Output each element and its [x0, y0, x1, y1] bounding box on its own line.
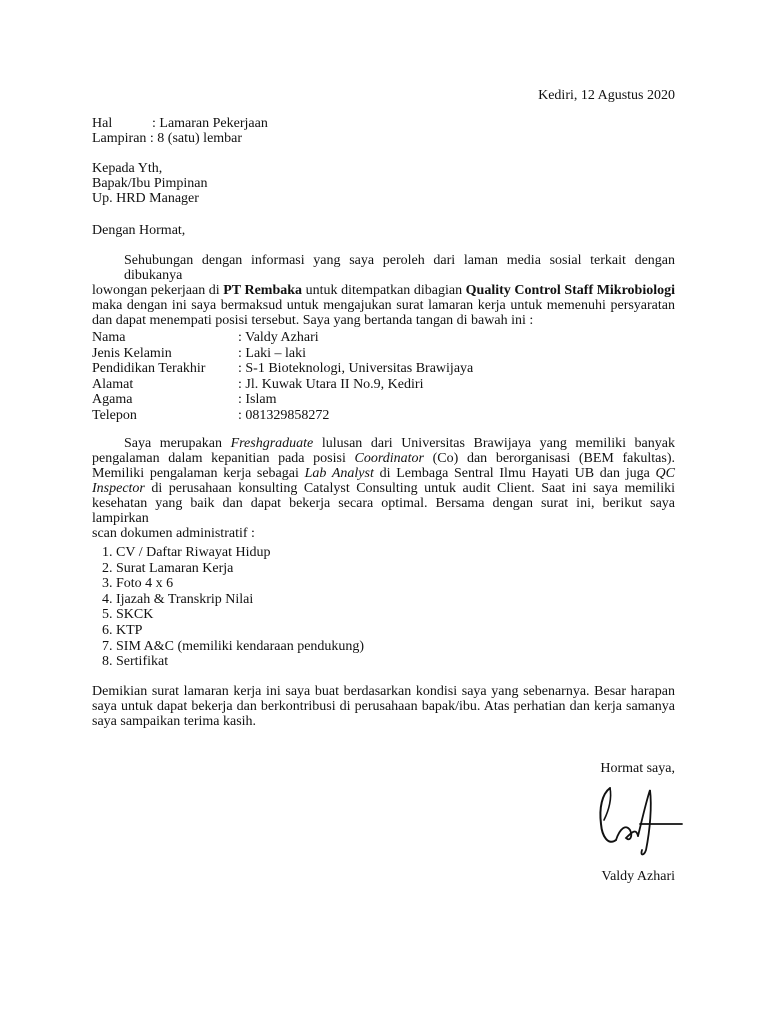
paragraph-line: Demikian surat lamaran kerja ini saya buat berdasarkan kondisi saya yang sebenarnya. Besar harapan — [92, 684, 675, 699]
list-item: 7. SIM A&C (memiliki kendaraan pendukung) — [102, 638, 365, 654]
paragraph-line: dan dapat menempati posisi tersebut. Saya yang bertanda tangan di bawah ini : — [92, 313, 534, 328]
intro-paragraph — [92, 253, 675, 328]
text-run: untuk ditempatkan dibagian — [302, 283, 466, 298]
letter-date: Kediri, 12 Agustus 2020 — [538, 88, 675, 103]
identity-key: Nama — [92, 330, 126, 345]
identity-row — [92, 361, 473, 377]
closing-salutation: Hormat saya, — [600, 761, 675, 776]
italic-term: QC — [655, 466, 675, 481]
paragraph-line: kesehatan yang baik dan dapat bekerja secara optimal. Bersama dengan surat ini, berikut saya lampirkan — [92, 496, 675, 526]
paragraph-line — [92, 466, 675, 481]
position-name: Quality Control Staff Mikrobiologi — [465, 283, 675, 298]
recipient-line: Kepada Yth, — [92, 161, 163, 176]
identity-value: : Laki – laki — [238, 345, 307, 361]
identity-table — [92, 330, 473, 423]
subject-label: Hal — [92, 116, 113, 131]
identity-key: Agama — [92, 392, 133, 407]
paragraph-line — [92, 451, 675, 466]
identity-row — [92, 377, 473, 393]
handwritten-signature — [590, 780, 690, 860]
recipient-line: Bapak/Ibu Pimpinan — [92, 176, 208, 191]
text-run: Memiliki pengalaman kerja sebagai — [92, 466, 305, 481]
paragraph-line: scan dokumen administratif : — [92, 526, 255, 541]
identity-row — [92, 392, 473, 408]
recipient-block — [92, 161, 208, 206]
text-run: lowongan pekerjaan di — [92, 283, 224, 298]
identity-value: : Jl. Kuwak Utara II No.9, Kediri — [238, 376, 424, 392]
text-run: Saya merupakan — [124, 436, 231, 451]
text-run: di perusahaan konsulting Catalyst Consulting untuk audit Client. Saat ini saya memiliki — [144, 481, 675, 496]
identity-row — [92, 346, 473, 362]
identity-value: : Valdy Azhari — [238, 330, 319, 345]
list-item: 2. Surat Lamaran Kerja — [102, 560, 234, 576]
italic-term: Freshgraduate — [230, 436, 314, 451]
paragraph-line: saya sampaikan terima kasih. — [92, 714, 257, 729]
attachment-count-line: Lampiran : 8 (satu) lembar — [92, 131, 243, 146]
italic-term: Inspector — [92, 481, 145, 496]
text-run: lulusan dari Universitas Brawijaya yang memiliki banyak — [313, 436, 675, 451]
paragraph-line — [92, 481, 675, 496]
identity-row — [92, 408, 473, 424]
identity-value: : S-1 Bioteknologi, Universitas Brawijaya — [238, 361, 474, 376]
list-item: 4. Ijazah & Transkrip Nilai — [102, 591, 254, 607]
identity-key: Pendidikan Terakhir — [92, 361, 206, 376]
identity-value: : 081329858272 — [238, 407, 330, 423]
list-item: 8. Sertifikat — [102, 654, 169, 670]
text-run: di Lembaga Sentral Ilmu Hayati UB dan juga — [373, 466, 656, 481]
identity-key: Jenis Kelamin — [92, 345, 172, 361]
subject-value: : Lamaran Pekerjaan — [152, 116, 268, 131]
closing-paragraph — [92, 684, 675, 729]
subject-line — [92, 116, 268, 131]
list-item: 1. CV / Daftar Riwayat Hidup — [102, 545, 271, 560]
identity-value: : Islam — [238, 392, 277, 407]
italic-term: Coordinator — [354, 451, 424, 466]
paragraph-line: saya untuk dapat bekerja dan berkontribusi di perusahaan bapak/ibu. Atas perhatian dan kerja samanya — [92, 699, 675, 714]
list-item: 6. KTP — [102, 622, 143, 638]
text-run: (Co) dan berorganisasi (BEM fakultas). — [424, 451, 675, 466]
identity-key: Telepon — [92, 407, 137, 423]
identity-row — [92, 330, 473, 346]
italic-term: Lab Analyst — [304, 466, 374, 481]
attachment-list — [102, 545, 364, 670]
paragraph-line: Sehubungan dengan informasi yang saya peroleh dari laman media sosial terkait dengan dibukanya — [124, 253, 675, 283]
list-item: 3. Foto 4 x 6 — [102, 576, 174, 592]
signature-name: Valdy Azhari — [601, 869, 675, 884]
paragraph-line — [92, 283, 675, 298]
list-item: 5. SKCK — [102, 607, 154, 623]
paragraph-line: maka dengan ini saya bermaksud untuk mengajukan surat lamaran kerja untuk memenuhi persyaratan — [92, 298, 675, 313]
experience-paragraph — [92, 436, 675, 541]
recipient-line: Up. HRD Manager — [92, 191, 199, 206]
identity-key: Alamat — [92, 376, 134, 392]
company-name: PT Rembaka — [223, 283, 303, 298]
paragraph-line — [92, 436, 675, 451]
text-run: pengalaman dalam kepanitian pada posisi — [92, 451, 355, 466]
greeting: Dengan Hormat, — [92, 223, 186, 238]
